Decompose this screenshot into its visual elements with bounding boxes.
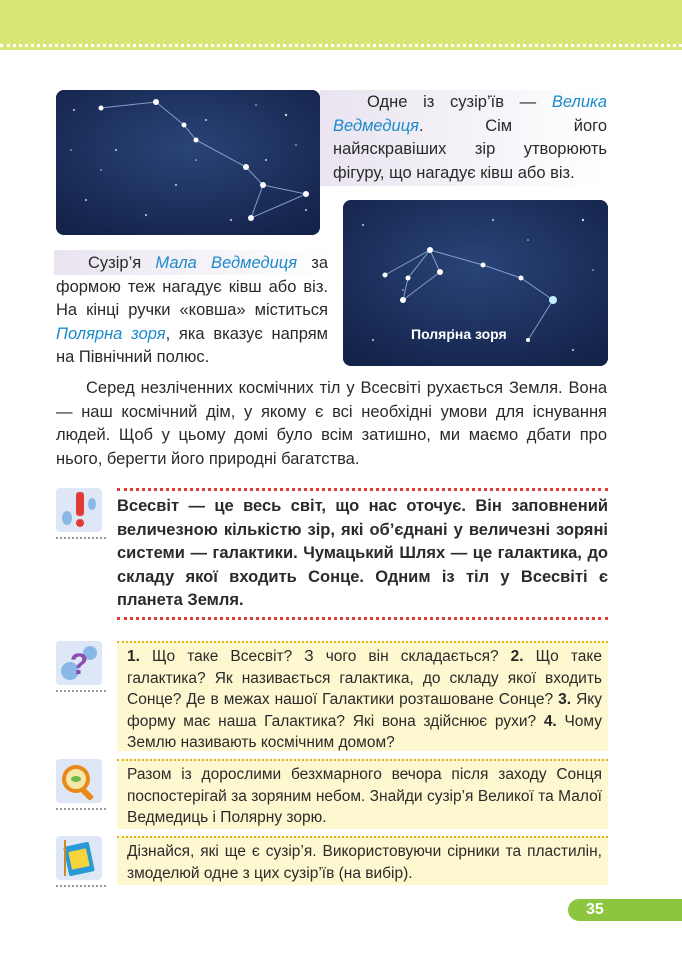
polaris-star — [549, 296, 557, 304]
term-little-dipper: Мала Ведмедиця — [155, 254, 298, 272]
question-3-number: 3. — [558, 691, 572, 709]
header-dotted-line — [0, 44, 682, 47]
important-icon — [56, 488, 102, 532]
para2 — [56, 252, 328, 370]
questions-box — [117, 641, 608, 751]
model-text: Дізнайся, які ще є сузір’я. Використовуючи сірники та пластилін, змоделюй одне з цих сузір’їв (на вибір). — [127, 843, 602, 882]
polaris-label: Полярна зоря — [411, 326, 507, 342]
definition-top-rule — [117, 488, 608, 491]
question-3-text: Яку форму має наша Галактика? Які вона здійснює рухи? — [127, 691, 602, 730]
question-2-number: 2. — [510, 648, 524, 665]
definition-text: Всесвіт — це весь світ, що нас оточує. Він заповнений величезною кількістю зір, які об’єднані у величезні зоряні системи — галактики. Чумацький Шлях — це галактика, до складу якої входить Сонце. Одним із тіл у Всесвіті є планета Земля. — [117, 497, 608, 609]
big-dipper-image — [56, 90, 320, 235]
question-divider — [56, 690, 106, 692]
observe-divider — [56, 808, 106, 810]
para1 — [333, 91, 607, 185]
question-icon — [56, 641, 102, 685]
question-2-text: Що таке галактика? Як називається галактика, до складу якої входить Сонце? Де в межах нашої Галактики розташоване Сонце? — [127, 648, 602, 709]
para1-rest: . Сім його найяскравіших зір утворюють фігуру, що нагадує ківш або віз. — [333, 116, 607, 182]
important-divider — [56, 537, 106, 539]
para2-rest: , яка вказує напрям на Північний полюс. — [56, 324, 328, 366]
para2-lead: Сузір’я — [88, 254, 156, 272]
page-number: 35 — [568, 899, 682, 921]
observe-box — [117, 759, 608, 829]
model-box — [117, 836, 608, 885]
para3: Серед незліченних космічних тіл у Всесвіті рухається Земля. Вона — наш космічний дім, у якому є всі необхідні умови для існування людей. Щоб у цьому домі було всім затишно, ми маємо дбати про нього, берегти його природні багатства. — [56, 379, 607, 468]
model-icon — [56, 836, 102, 880]
term-polaris: Полярна зоря — [56, 324, 166, 343]
question-4-text: Чому Землю називають космічним домом? — [127, 712, 602, 752]
observe-text: Разом із дорослими безхмарного вечора після заходу Сонця поспостерігай за зоряним небом. Знайди сузір’я Великої та Малої Ведмедиць і Полярну зорю. — [127, 766, 602, 827]
term-big-dipper: Велика Ведмедиця — [333, 93, 607, 135]
question-1-number: 1. — [127, 648, 140, 665]
svg-text:?: ? — [69, 648, 89, 681]
header-band — [0, 0, 682, 50]
model-divider — [56, 885, 106, 887]
question-4-number: 4. — [543, 712, 557, 730]
para2-mid: за формою теж нагадує ківш або віз. На кінці ручки «ковша» міститься — [56, 254, 329, 319]
question-1-text: Що таке Всесвіт? З чого він складається? — [139, 648, 511, 665]
big-dipper-illustration — [56, 90, 320, 235]
questions-text — [117, 643, 608, 754]
observe-icon — [56, 759, 102, 803]
para1-lead: Одне із сузір’їв — — [367, 93, 552, 111]
definition-bottom-rule — [117, 617, 608, 620]
little-dipper-image — [343, 200, 608, 366]
